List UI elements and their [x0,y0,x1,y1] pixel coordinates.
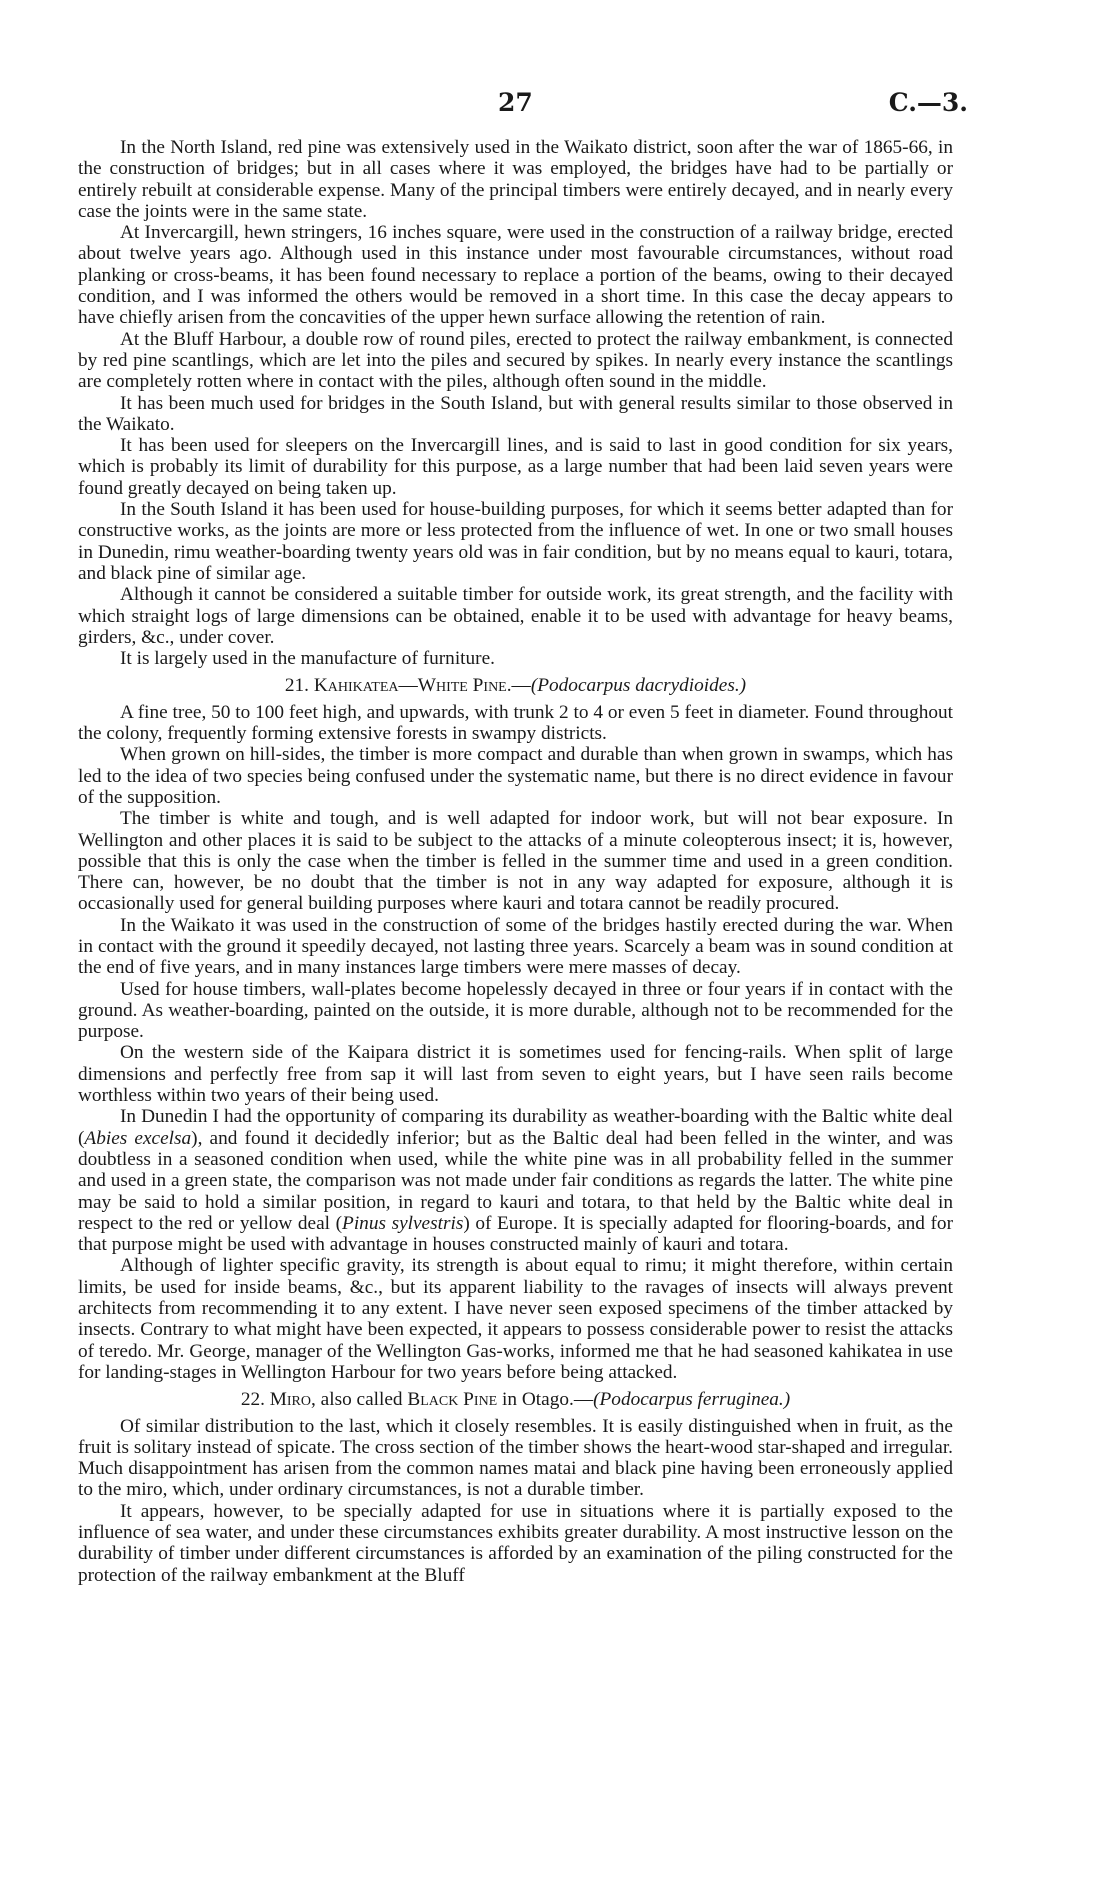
paragraph: In the North Island, red pine was extensively used in the Waikato district, soon after the war of 1865-66, in the construction of bridges; but in all cases where it was employed, the bridges have had to be partially or entirely rebuilt at considerable expense. Many of the principal timbers were entirely decayed, and in nearly every case the joints were in the same state. [78,137,953,222]
latin-name: Abies excelsa [84,1127,192,1149]
body-text [78,137,953,1586]
section-number: 22. [240,1389,265,1411]
paragraph: When grown on hill-sides, the timber is more compact and durable than when grown in swamps, which has led to the idea of two species being confused under the systematic name, but there is no direct evidence in favour of the supposition. [78,744,953,808]
page-header [0,88,1114,128]
paragraph: It is largely used in the manufacture of furniture. [120,648,495,670]
paragraph: It appears, however, to be specially adapted for use in situations where it is partially exposed to the influence of sea water, and under these circumstances exhibits greater durability. A most instructive lesson on the durability of timber under different circumstances is afforded by an examination of the piling constructed for the protection of the railway embankment at the Bluff [78,1500,953,1586]
paragraph: In the South Island it has been used for house-building purposes, for which it seems better adapted than for constructive works, as the joints are more or less protected from the influence of wet. In one or two small houses in Dunedin, rimu weather-boarding twenty years old was in fair condition, but by no means equal to kauri, totara, and black pine of similar age. [78,499,953,584]
page-number: 27 [498,88,533,117]
paragraph: Although it cannot be considered a suitable timber for outside work, its great strength, and the facility with which straight logs of large dimensions can be obtained, enable it to be used with advantage for heavy beams, girders, &c., under cover. [78,584,953,648]
text-run: In Dunedin I had the opportunity of comparing its durability as weather-boarding with the Baltic white deal ( [78,1106,953,1149]
latin-name: Pinus sylvestris [342,1212,464,1234]
paragraph: In the Waikato it was used in the construction of some of the bridges hastily erected during the war. When in contact with the ground it speedily decayed, not lasting three years. Scarcely a beam was in sound condition at the end of five years, and in many instances large timbers were mere masses of decay. [78,914,953,979]
section-title: Miro, [269,1389,316,1411]
paragraph: It has been used for sleepers on the Invercargill lines, and is said to last in good condition for six years, which is probably its limit of durability for this purpose, as a large number that had been laid seven years were found greatly decayed on being taken up. [78,435,953,499]
section-latin-name: (Podocarpus dacrydioides.) [530,675,747,697]
text-run: ), and found it decidedly inferior; but as the Baltic deal had been felled in the winter, and was doubtless in a seasoned condition when used, while the white pine was in all probability felled in the summer and used in a green state, the comparison was not made under fair conditions as regards the latter. The white pine may be said to hold a similar position, in regard to kauri and totara, to that held by the Baltic white deal in respect to the red or yellow deal ( [78,1127,953,1234]
section-number: 21. [284,675,309,697]
text-run: ) of Europe. It is specially adapted for flooring-boards, and for that purpose might be used with advantage in houses constructed mainly of kauri and totara. [78,1212,953,1256]
paragraph: Used for house timbers, wall-plates become hopelessly decayed in three or four years if in contact with the ground. As weather-boarding, painted on the outside, it is more durable, although not to be recommended for the purpose. [78,978,953,1043]
paragraph: Of similar distribution to the last, which it closely resembles. It is easily distinguished when in fruit, as the fruit is solitary instead of spicate. The cross section of the timber shows the heart-wood star-shaped and irregular. Much disappointment has arisen from the common names matai and black pine having been erroneously applied to the miro, which, under ordinary circumstances, is not a durable timber. [78,1415,953,1501]
paragraph: A fine tree, 50 to 100 feet high, and upwards, with trunk 2 to 4 or even 5 feet in diameter. Found throughout the colony, frequently forming extensive forests in swampy districts. [78,701,953,745]
paragraph: At the Bluff Harbour, a double row of round piles, erected to protect the railway embankment, is connected by red pine scantlings, which are let into the piles and secured by spikes. In nearly every instance the scantlings are completely rotten where in contact with the piles, although often sound in the middle. [78,328,953,393]
section-latin-name: (Podocarpus ferruginea.) [593,1389,791,1411]
section-text: also called [315,1389,408,1411]
paragraph: It has been much used for bridges in the South Island, but with general results similar to those observed in the Waikato. [78,392,953,435]
section-title: Kahikatea—White Pine.— [313,675,531,697]
paragraph: The timber is white and tough, and is well adapted for indoor work, but will not bear exposure. In Wellington and other places it is said to be subject to the attacks of a minute coleopterous insect; it is, however, possible that this is only the case when the timber is felled in the summer time and used in a green condition. There can, however, be no doubt that the timber is not in any way adapted for exposure, although it is occasionally used for general building purposes where kauri and totara cannot be readily procured. [78,808,953,915]
paragraph-dunedin [78,1106,953,1255]
paragraph: On the western side of the Kaipara district it is sometimes used for fencing-rails. When split of large dimensions and perfectly free from sap it will last from seven to eight years, but I have seen rails become worthless within two years of their being used. [78,1042,953,1107]
paragraph: Although of lighter specific gravity, its strength is about equal to rimu; it might therefore, within certain limits, be used for inside beams, &c., but its apparent liability to the ravages of insects will always prevent architects from recommending it to any extent. I have never seen exposed specimens of the timber attacked by insects. Contrary to what might have been expected, it appears to possess considerable power to resist the attacks of teredo. Mr. George, manager of the Wellington Gas-works, informed me that he had seasoned kahikatea in use for landing-stages in Wellington Harbour for two years before being attacked. [78,1255,953,1383]
section-heading-22 [78,1389,953,1410]
paragraph: At Invercargill, hewn stringers, 16 inches square, were used in the construction of a railway bridge, erected about twelve years ago. Although used in this instance under most favourable circumstances, without road planking or cross-beams, it has been found necessary to replace a portion of the beams, owing to their decayed condition, and I was informed the others would be removed in a short time. In this case the decay appears to have chiefly arisen from the concavities of the upper hewn surface allowing the retention of rain. [78,222,953,329]
section-alt-name: Black Pine [407,1389,498,1411]
section-heading-21 [78,675,953,696]
document-code: C.—3. [888,88,968,117]
section-text: in Otago.— [497,1389,594,1411]
